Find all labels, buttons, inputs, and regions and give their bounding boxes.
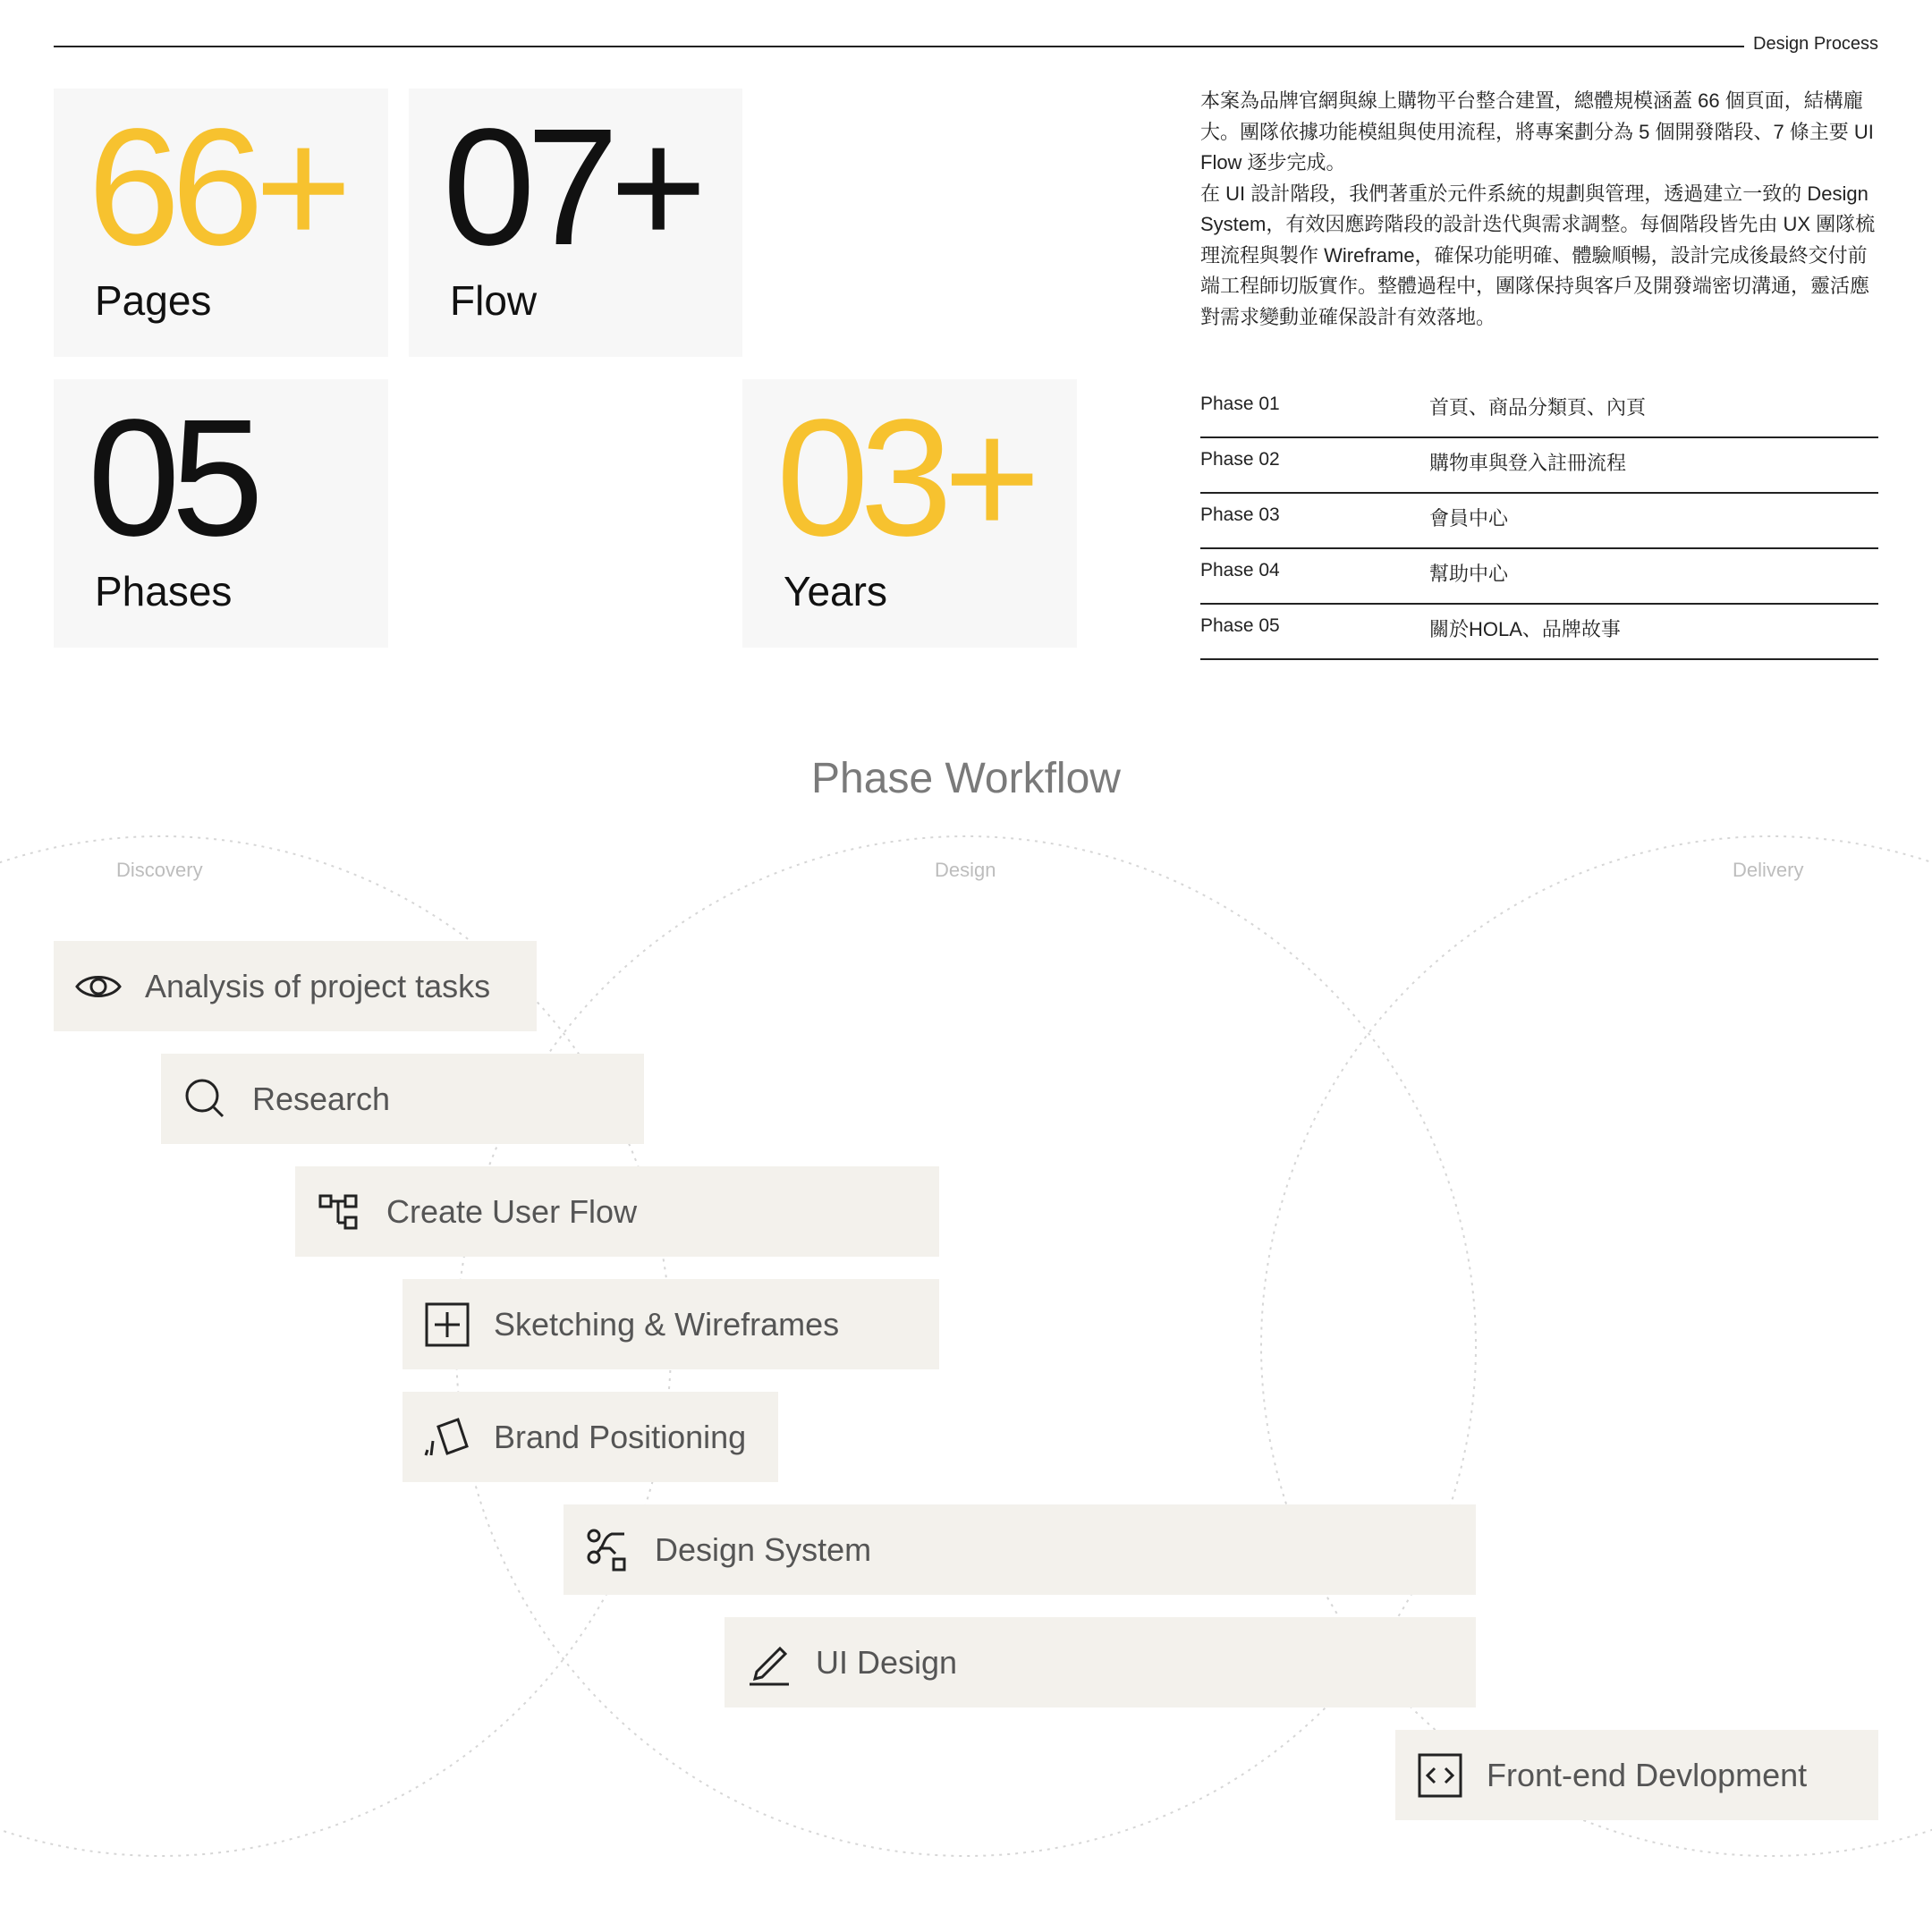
stat-card-phases	[54, 379, 388, 648]
stat-card-pages	[54, 89, 388, 357]
description-paragraph: 本案為品牌官網與線上購物平台整合建置，總體規模涵蓋 66 個頁面，結構龐大。團隊依據功能模組與使用流程，將專案劃分為 5 個開發階段、7 條主要 UI Flow 逐步完成。	[1200, 89, 1874, 174]
stat-value: 07+	[443, 95, 699, 280]
phase-row	[1200, 383, 1878, 438]
step-user-flow	[295, 1166, 939, 1257]
plus-square-icon	[422, 1300, 472, 1350]
stat-value: 66+	[88, 95, 343, 280]
step-label: Analysis of project tasks	[145, 967, 491, 1004]
stat-card-years	[742, 379, 1077, 648]
phase-row	[1200, 549, 1878, 605]
phase-description: 關於HOLA、品牌故事	[1429, 618, 1621, 640]
step-brand-positioning	[402, 1392, 778, 1482]
phase-description: 幫助中心	[1429, 563, 1509, 585]
stage-label-discovery: Discovery	[116, 859, 203, 881]
step-label: Research	[252, 1080, 391, 1117]
workflow-title: Phase Workflow	[811, 755, 1121, 802]
step-design-system	[564, 1504, 1476, 1595]
step-frontend	[1395, 1730, 1878, 1820]
phase-number: Phase 01	[1200, 394, 1280, 414]
phase-table	[1200, 383, 1878, 660]
step-ui-design	[724, 1617, 1476, 1707]
phase-row	[1200, 438, 1878, 494]
step-label: Sketching & Wireframes	[494, 1305, 840, 1343]
stat-card-flow	[409, 89, 742, 357]
step-label: UI Design	[816, 1643, 958, 1681]
components-icon	[583, 1525, 633, 1575]
stat-label: Years	[784, 568, 887, 614]
phase-row	[1200, 494, 1878, 549]
step-sketching	[402, 1279, 939, 1369]
phase-number: Phase 05	[1200, 615, 1280, 636]
search-icon	[181, 1074, 231, 1124]
step-research	[161, 1054, 644, 1144]
phase-number: Phase 04	[1200, 560, 1280, 580]
step-label: Create User Flow	[386, 1192, 638, 1230]
stat-value: 05	[88, 386, 255, 571]
step-analysis	[54, 941, 537, 1031]
phase-row	[1200, 605, 1878, 660]
phase-description: 首頁、商品分類頁、內頁	[1429, 396, 1647, 419]
step-label: Front-end Devlopment	[1487, 1756, 1808, 1793]
code-icon	[1415, 1750, 1465, 1801]
project-description	[1200, 86, 1878, 333]
phase-description: 購物車與登入註冊流程	[1429, 452, 1627, 474]
stat-label: Phases	[95, 568, 233, 614]
phase-description: 會員中心	[1429, 507, 1509, 530]
stat-label: Flow	[450, 277, 538, 324]
phase-number: Phase 02	[1200, 449, 1280, 470]
flow-diagram-icon	[315, 1187, 365, 1237]
description-paragraph: 在 UI 設計階段，我們著重於元件系統的規劃與管理，透過建立一致的 Design System，有效因應跨階段的設計迭代與需求調整。每個階段皆先由 UX 團隊梳理流程與製作 Wireframe，確保功能明確、體驗順暢，設計完成後最終交付前端工程師切版實作。整體過程中，團隊保持與客戶及開發端密切溝通，靈活應對需求變動並確保設計有效落地。	[1200, 182, 1876, 328]
header-rule	[54, 46, 1744, 47]
stage-label-delivery: Delivery	[1733, 859, 1804, 881]
step-label: Brand Positioning	[494, 1418, 747, 1455]
section-label: Design Process	[1753, 34, 1879, 54]
step-label: Design System	[655, 1530, 872, 1568]
eye-icon	[73, 962, 123, 1012]
stage-label-design: Design	[935, 859, 996, 881]
pencil-icon	[744, 1638, 794, 1688]
stat-value: 03+	[776, 386, 1032, 571]
stat-label: Pages	[95, 277, 212, 324]
brand-card-icon	[422, 1412, 472, 1462]
phase-number: Phase 03	[1200, 504, 1280, 525]
